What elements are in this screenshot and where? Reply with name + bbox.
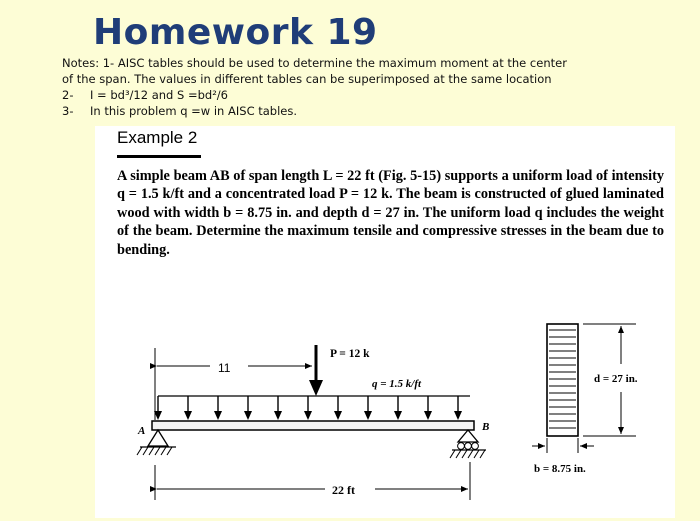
point-load-arrow [309,345,370,396]
example-heading: Example 2 [117,128,198,147]
span-label: 22 ft [332,483,355,497]
slide-title: Homework 19 [93,12,378,53]
distributed-load-label: q = 1.5 k/ft [372,378,422,390]
dimension-label-11: 11 [218,361,231,375]
point-load-label: P = 12 k [330,348,370,360]
distributed-load-arrows [154,396,470,420]
note-line: Notes: 1- AISC tables should be used to determine the maximum moment at the center [62,56,567,70]
support-b-label: B [482,421,490,433]
note-line: of the span. The values in different tables can be superimposed at the same location [62,72,552,86]
support-a-label: A [138,425,146,437]
point-load-dimension [155,348,312,420]
problem-statement: A simple beam AB of span length L = 22 ft (Fig. 5-15) supports a uniform load of intensity q = 1.5 k/ft and a concentrated load P = 12 k. The beam is constructed of glued laminated wood with width b = 8.75 in. and depth d = 27 in. The uniform load q includes the weight of the beam. Determine the maximum tensile and compressive stresses in the beam due to bending. [117,168,664,258]
beam [152,421,474,430]
cross-section [532,324,638,475]
note-line: 3- In this problem q =w in AISC tables. [62,104,298,118]
note-line: 2- I = bd³/12 and S =bd²/6 [62,88,228,102]
width-label: b = 8.75 in. [534,463,586,475]
depth-label: d = 27 in. [594,373,638,385]
span-dimension [155,462,470,500]
